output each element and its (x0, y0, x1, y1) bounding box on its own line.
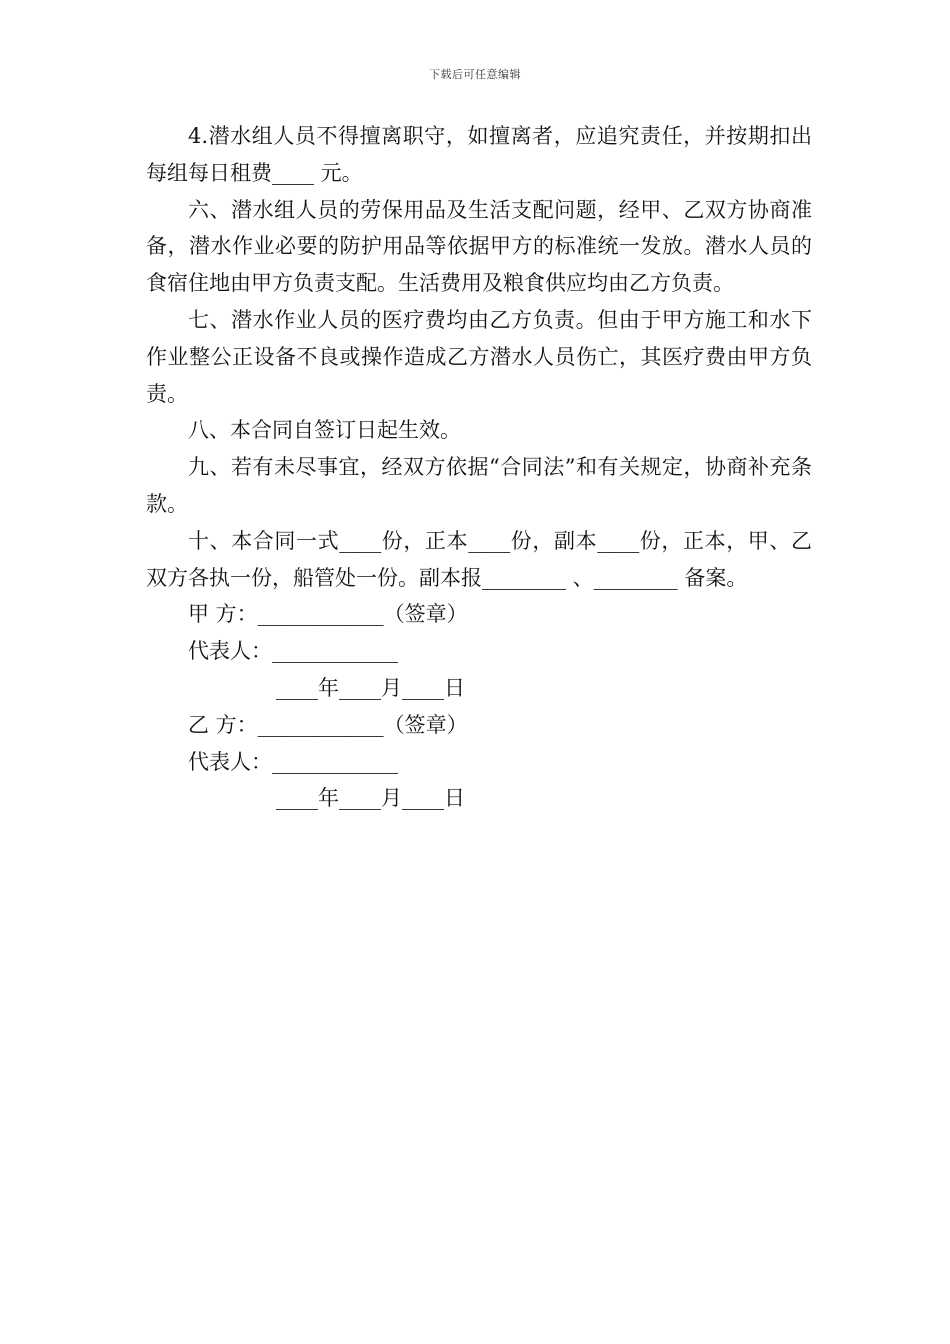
clause-9-paragraph: 九、若有未尽事宜，经双方依据“合同法”和有关规定，协商补充条款。 (146, 455, 812, 516)
page-header: 下载后可任意编辑 (429, 68, 521, 81)
party-b-representative-line: 代表人：____________ (188, 749, 398, 774)
clause-6-paragraph: 六、潜水组人员的劳保用品及生活支配问题，经甲、乙双方协商准备，潜水作业必要的防护用品等依据甲方的标准统一发放。潜水人员的食宿住地由甲方负责支配。生活费用及粮食供应均由乙方负责。 (146, 197, 812, 296)
party-b-signature-line: 乙 方：____________（签章） (188, 712, 468, 737)
clause-4-paragraph: 4.潜水组人员不得擅离职守，如擅离者，应追究责任，并按期扣出每组每日租费____ 元。 (146, 124, 812, 185)
signature-block-party-a (146, 596, 812, 706)
contract-body (146, 118, 812, 817)
clause-8-paragraph: 八、本合同自签订日起生效。 (188, 418, 461, 443)
clause-10-paragraph: 十、本合同一式____份，正本____份，副本____份，正本，甲、乙双方各执一份，船管处一份。副本报________ 、________ 备案。 (146, 528, 812, 590)
party-a-representative-line: 代表人：____________ (188, 639, 398, 664)
party-a-date-line: ____年____月____日 (276, 675, 465, 700)
party-b-date-line: ____年____月____日 (276, 786, 465, 811)
party-a-signature-line: 甲 方：____________（签章） (188, 602, 468, 627)
clause-7-paragraph: 七、潜水作业人员的医疗费均由乙方负责。但由于甲方施工和水下作业整公正设备不良或操作造成乙方潜水人员伤亡，其医疗费由甲方负责。 (146, 307, 812, 406)
signature-block-party-b (146, 707, 812, 817)
